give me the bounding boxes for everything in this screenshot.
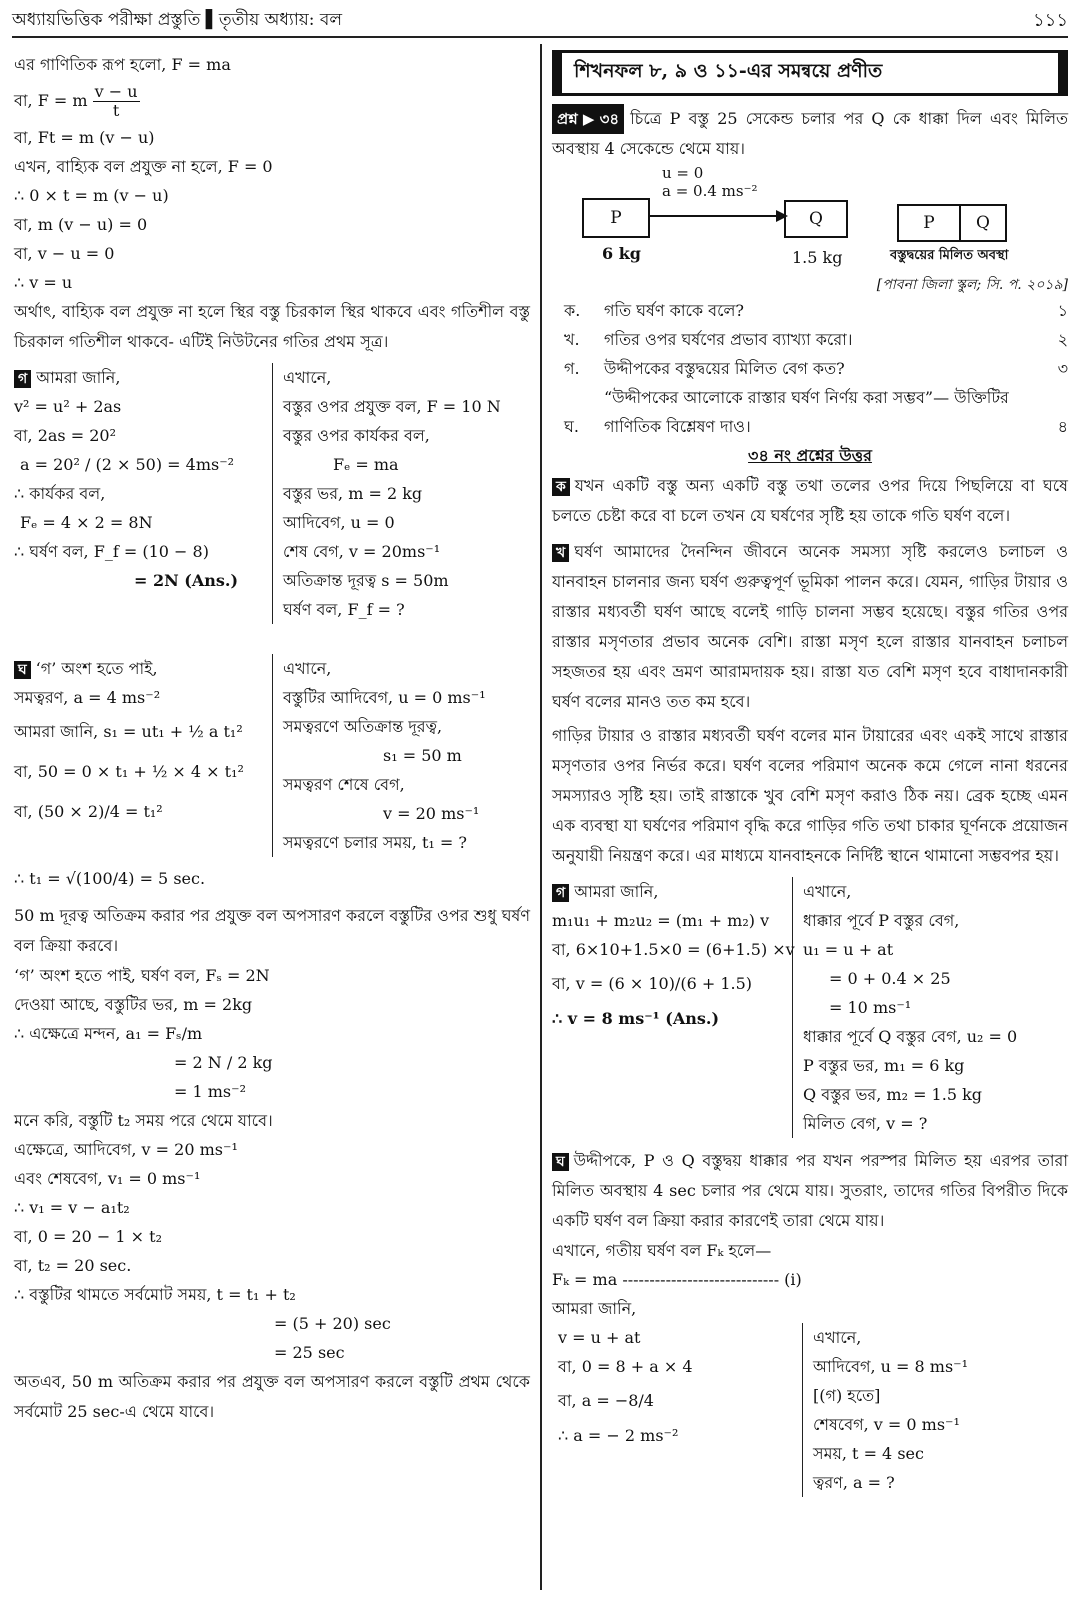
formula-prefix: বা, F = m	[14, 91, 88, 110]
working-line: = 2 N / 2 kg	[174, 1053, 273, 1072]
learning-outcome-banner: শিখনফল ৮, ৯ ও ১১-এর সমন্বয়ে প্রণীত	[552, 50, 1068, 96]
given-line: এখানে,	[283, 368, 332, 387]
given-line: ধাক্কার পূর্বে Q বস্তুর বেগ, u₂ = 0	[803, 1027, 1018, 1046]
working-line: = 1 ms⁻²	[174, 1082, 246, 1101]
part-key: ক.	[564, 301, 581, 320]
question-part	[552, 383, 1068, 441]
working-line: Fₑ = 4 × 2 = 8N	[20, 513, 153, 532]
given-column	[273, 363, 501, 624]
part-marks: ৩	[1057, 359, 1068, 378]
working-line: ∴ t₁ = √(100/4) = 5 sec.	[14, 869, 206, 888]
given-line: s₁ = 50 m	[383, 746, 462, 765]
given-line: আদিবেগ, u = 8 ms⁻¹	[813, 1357, 969, 1376]
given-line: ঘর্ষণ বল, F_f = ?	[283, 600, 405, 619]
working-column	[14, 363, 273, 624]
working-line: ∴ v = 8 ms⁻¹ (Ans.)	[552, 1009, 720, 1028]
given-line: শেষ বেগ, v = 20ms⁻¹	[283, 542, 441, 561]
given-line: বস্তুর ওপর প্রযুক্ত বল, F = 10 N	[283, 397, 501, 416]
working-line: বা, a = −8/4	[558, 1391, 654, 1410]
working-line: বা, t₂ = 20 sec.	[14, 1256, 132, 1275]
working-column	[552, 1323, 803, 1497]
formula-line: এখন, বাহ্যিক বল প্রযুক্ত না হলে, F = 0	[14, 157, 273, 176]
working-line: ∴ এক্ষেত্রে মন্দন, a₁ = Fₛ/m	[14, 1024, 203, 1043]
question-part	[552, 296, 1068, 325]
given-column	[273, 654, 486, 857]
given-line: এখানে,	[283, 659, 332, 678]
answer-tag: ঘ	[14, 661, 31, 679]
given-line: = 10 ms⁻¹	[829, 998, 912, 1017]
question-part	[552, 325, 1068, 354]
working-line: বা, 2as = 20²	[14, 426, 116, 445]
answer-tag: ক	[552, 478, 570, 496]
question-source: [পাবনা জিলা স্কুল; সি. প. ২০১৯]	[876, 277, 1068, 293]
given-line: শেষবেগ, v = 0 ms⁻¹	[813, 1415, 960, 1434]
given-line: P বস্তুর ভর, m₁ = 6 kg	[803, 1056, 965, 1075]
working-line: ∴ v₁ = v − a₁t₂	[14, 1198, 130, 1217]
working-line: আমরা জানি,	[36, 368, 121, 387]
given-line: Fₑ = ma	[333, 455, 399, 474]
formula-line: ∴ 0 × t = m (v − u)	[14, 186, 169, 205]
answer-ka	[552, 471, 1068, 531]
part-key: খ.	[564, 330, 580, 349]
given-line: Q বস্তুর ভর, m₂ = 1.5 kg	[803, 1085, 983, 1104]
left-column	[14, 50, 530, 1427]
answer-tag: খ	[552, 544, 569, 562]
column-divider	[540, 44, 542, 1590]
right-column	[552, 50, 1068, 1497]
formula-line: বা, Ft = m (v − u)	[14, 128, 155, 147]
paragraph: 50 m দূরত্ব অতিক্রম করার পর প্রযুক্ত বল অপসারণ করলে বস্তুটির ওপর শুধু ঘর্ষণ বল ক্রিয়া করবে।	[14, 906, 530, 955]
working-line: আমরা জানি,	[574, 882, 659, 901]
page-number: ১১১	[1032, 9, 1068, 31]
fraction-denominator: t	[112, 101, 120, 120]
working-line: দেওয়া আছে, বস্তুটির ভর, m = 2kg	[14, 995, 253, 1014]
working-line: v = u + at	[558, 1328, 641, 1347]
working-line: মনে করি, বস্তুটি t₂ সময় পরে থেমে যাবে।	[14, 1111, 273, 1130]
working-line: বা, v = (6 × 10)/(6 + 1.5)	[552, 974, 753, 993]
formula-line: বা, m (v − u) = 0	[14, 215, 148, 234]
part-text: গতির ওপর ঘর্ষণের প্রভাব ব্যাখ্যা করো।	[604, 330, 853, 349]
working-line: বা, 6×10+1.5×0 = (6+1.5) ×v	[552, 940, 795, 959]
given-line: v = 20 ms⁻¹	[383, 804, 480, 823]
part-text: গতি ঘর্ষণ কাকে বলে?	[604, 301, 744, 320]
answer-tag: গ	[552, 884, 569, 902]
given-line: বস্তুর ভর, m = 2 kg	[283, 484, 423, 503]
given-line: এখানে,	[813, 1328, 862, 1347]
answer-gha-left	[14, 654, 530, 857]
question-figure	[552, 164, 1068, 274]
given-line: [(গ) হতে]	[813, 1386, 881, 1405]
working-line: ∴ a = − 2 ms⁻²	[558, 1426, 679, 1445]
answer-kha	[552, 537, 1068, 717]
working-line: সমত্বরণ, a = 4 ms⁻²	[14, 688, 161, 707]
working-line: বা, 50 = 0 × t₁ + ½ × 4 × t₁²	[14, 762, 244, 781]
chapter-title: অধ্যায়ভিত্তিক পরীক্ষা প্রস্তুতি ▌তৃতীয় অধ্যায়: বল	[12, 10, 343, 30]
part-key: গ.	[564, 359, 580, 378]
formula-line: এর গাণিতিক রূপ হলো, F = ma	[14, 55, 231, 74]
given-line: সমত্বরণে অতিক্রান্ত দূরত্ব,	[283, 717, 443, 736]
working-line: = (5 + 20) sec	[274, 1314, 391, 1333]
answer-tag: গ	[14, 370, 31, 388]
working-line: ‘গ’ অংশ হতে পাই,	[35, 659, 158, 678]
formula-fraction-line	[14, 79, 530, 123]
answer-text: উদ্দীপকে, P ও Q বস্তুদ্বয় ধাক্কার পর যখন পরস্পর মিলিত হয় এরপর তারা মিলিত অবস্থায় 4 sec চলার পর থেমে যায়। সুতরাং, তাদের গতির বিপরীত দিকে একটি ঘর্ষণ বল ক্রিয়া করার কারণেই তারা থেমে যায়।	[552, 1151, 1068, 1230]
conclusion-paragraph: অতএব, 50 m অতিক্রম করার পর প্রযুক্ত বল অপসারণ করলে বস্তুটি প্রথম থেকে সর্বমোট 25 sec-এ থেমে যাবে।	[14, 1372, 530, 1421]
part-text: উদ্দীপকের বস্তুদ্বয়ের মিলিত বেগ কত?	[604, 359, 845, 378]
working-line: আমরা জানি, s₁ = ut₁ + ½ a t₁²	[14, 722, 243, 741]
given-line: সময়, t = 4 sec	[813, 1444, 924, 1463]
given-line: আদিবেগ, u = 0	[283, 513, 395, 532]
given-line: = 0 + 0.4 × 25	[829, 969, 951, 988]
working-line: ∴ বস্তুটির থামতে সর্বমোট সময়, t = t₁ + t₂	[14, 1285, 296, 1304]
part-key: ঘ.	[564, 417, 579, 436]
working-line: এবং শেষবেগ, v₁ = 0 ms⁻¹	[14, 1169, 201, 1188]
question-stem	[552, 104, 1068, 164]
working-line: এখানে, গতীয় ঘর্ষণ বল Fₖ হলে—	[552, 1241, 772, 1260]
given-line: সমত্বরণ শেষে বেগ,	[283, 775, 405, 794]
part-marks: ৪	[1057, 417, 1068, 436]
p-mass-label: 6 kg	[602, 244, 641, 263]
working-column	[14, 654, 273, 857]
part-marks: ১	[1057, 301, 1068, 320]
a-label: a = 0.4 ms⁻²	[662, 182, 758, 200]
working-line: বা, 0 = 20 − 1 × t₂	[14, 1227, 163, 1246]
given-line: মিলিত বেগ, v = ?	[803, 1114, 928, 1133]
working-line: m₁u₁ + m₂u₂ = (m₁ + m₂) v	[552, 911, 770, 930]
arrow-icon	[648, 206, 788, 226]
combined-caption: বস্তুদ্বয়ের মিলিত অবস্থা	[890, 248, 1009, 263]
answer-ga-left	[14, 363, 530, 624]
working-line: বা, (50 × 2)/4 = t₁²	[14, 802, 163, 821]
working-line: এক্ষেত্রে, আদিবেগ, v = 20 ms⁻¹	[14, 1140, 238, 1159]
box-p-combined: P	[897, 204, 961, 242]
q-mass-label: 1.5 kg	[792, 248, 843, 267]
working-line: বা, 0 = 8 + a × 4	[558, 1357, 693, 1376]
working-line: ∴ ঘর্ষণ বল, F_f = (10 − 8)	[14, 542, 209, 561]
working-line: ∴ কার্যকর বল,	[14, 484, 106, 503]
formula-line: ∴ v = u	[14, 273, 73, 292]
formula-line: বা, v − u = 0	[14, 244, 115, 263]
question-text: চিত্রে P বস্তু 25 সেকেন্ড চলার পর Q কে ধাক্কা দিল এবং মিলিত অবস্থায় 4 সেকেন্ডে থেমে যায়।	[552, 109, 1068, 158]
given-line: এখানে,	[803, 882, 852, 901]
box-p: P	[582, 198, 650, 238]
answer-kha-paragraph-2: গাড়ির টায়ার ও রাস্তার মধ্যবর্তী ঘর্ষণ বলের মান টায়ারের এবং একই সাথে রাস্তার মসৃণতার ওপর নির্ভর করে। ঘর্ষণ বলের পরিমাণ অনেক কমে গেলে নানা ধরনের সমস্যারও সৃষ্টি হয়। তাই রাস্তাকে খুব বেশি মসৃণ করাও ঠিক নয়। ব্রেক হচ্ছে এমন এক ব্যবস্থা যা ঘর্ষণের পরিমাণ বৃদ্ধি করে গাড়ির গতি তথা চাকার ঘূর্ণনকে প্রয়োজন অনুযায়ী নিয়ন্ত্রণ করে। এর মাধ্যমে যানবাহনকে নির্দিষ্ট স্থানে থামানো সম্ভবপর হয়।	[552, 726, 1068, 865]
answer-gha-right	[552, 1146, 1068, 1236]
fraction-numerator: v − u	[94, 82, 138, 101]
working-line: v² = u² + 2as	[14, 397, 122, 416]
part-text: “উদ্দীপকের আলোকে রাস্তার ঘর্ষণ নির্ণয় করা সম্ভব”— উক্তিটির গাণিতিক বিশ্লেষণ দাও।	[604, 388, 1009, 436]
working-line: a = 20² / (2 × 50) = 4ms⁻²	[20, 455, 235, 474]
answer-heading: ৩৪ নং প্রশ্নের উত্তর	[748, 446, 872, 465]
box-q: Q	[784, 200, 848, 238]
answer-text: যখন একটি বস্তু অন্য একটি বস্তু তথা তলের ওপর দিয়ে পিছলিয়ে বা ঘষে চলতে চেষ্টা করে বা চলে তখন যে ঘর্ষণের সৃষ্টি হয় তাকে গতি ঘর্ষণ বলে।	[552, 476, 1068, 525]
answer-tag: ঘ	[552, 1153, 569, 1171]
working-line: ‘গ’ অংশ হতে পাই, ঘর্ষণ বল, Fₛ = 2N	[14, 966, 270, 985]
box-q-combined: Q	[959, 204, 1007, 242]
given-line: ত্বরণ, a = ?	[813, 1473, 895, 1492]
given-line: বস্তুর ওপর কার্যকর বল,	[283, 426, 430, 445]
given-column	[803, 1323, 968, 1497]
part-marks: ২	[1057, 330, 1068, 349]
given-line: ধাক্কার পূর্বে P বস্তুর বেগ,	[803, 911, 960, 930]
given-column	[793, 877, 1017, 1138]
working-line: = 25 sec	[274, 1343, 345, 1362]
question-tag: প্রশ্ন ▶ ৩৪	[552, 104, 624, 134]
given-line: অতিক্রান্ত দূরত্ব s = 50m	[283, 571, 449, 590]
u-label: u = 0	[662, 164, 704, 182]
question-part	[552, 354, 1068, 383]
given-line: বস্তুটির আদিবেগ, u = 0 ms⁻¹	[283, 688, 486, 707]
working-line: Fₖ = ma ----------------------------- (i)	[552, 1270, 802, 1289]
given-line: u₁ = u + at	[803, 940, 894, 959]
answer-text: ঘর্ষণ আমাদের দৈনন্দিন জীবনে অনেক সমস্যা সৃষ্টি করলেও চলাচল ও যানবাহন চালনার জন্য ঘর্ষণ গুরুত্বপূর্ণ ভূমিকা পালন করে। যেমন, গাড়ির টায়ার ও রাস্তার মধ্যবর্তী ঘর্ষণ আছে বলেই গাড়ি চালনা সম্ভব হয়েছে। বস্তুর গতির ওপর রাস্তার মসৃণতার প্রভাব অনেক বেশি। রাস্তা মসৃণ হলে রাস্তার যানবাহন চলাচল সহজতর হয় এবং ভ্রমণ আরামদায়ক হয়। রাস্তা যত বেশি মসৃণ হবে বাধাদানকারী ঘর্ষণ বলের মানও তত কম হবে।	[552, 542, 1068, 711]
page-header	[12, 6, 1068, 38]
fraction	[93, 83, 140, 120]
answer-gha-working	[552, 1323, 1068, 1497]
working-line: = 2N (Ans.)	[134, 571, 239, 590]
given-line: সমত্বরণে চলার সময়, t₁ = ?	[283, 833, 467, 852]
answer-ga-right	[552, 877, 1068, 1138]
working-line: আমরা জানি,	[552, 1299, 637, 1318]
working-column	[552, 877, 793, 1138]
newton-first-law-paragraph: অর্থাৎ, বাহ্যিক বল প্রযুক্ত না হলে স্থির বস্তু চিরকাল স্থির থাকবে এবং গতিশীল বস্তু চিরকাল গতিশীল থাকবে- এটিই নিউটনের গতির প্রথম সূত্র।	[14, 302, 530, 351]
